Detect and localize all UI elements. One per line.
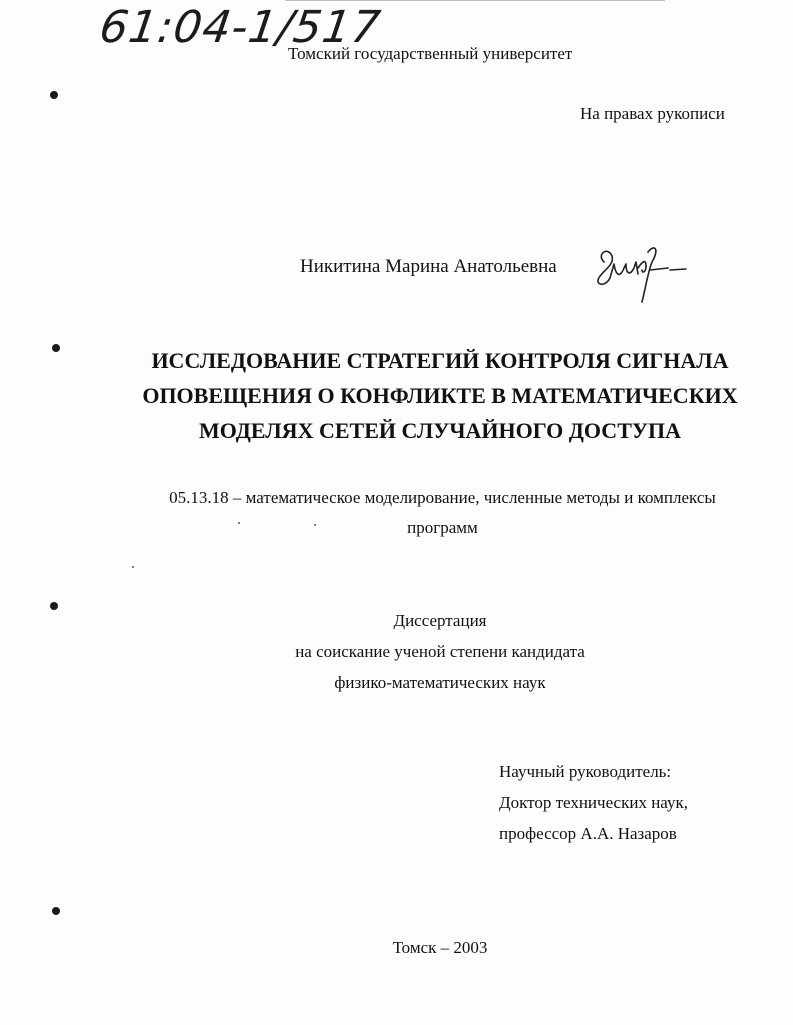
city-year: Томск – 2003 — [392, 938, 488, 957]
degree-purpose: на соискание ученой степени кандидата — [295, 642, 585, 661]
binding-hole-mark — [50, 602, 58, 610]
degree-field: физико-математических наук — [334, 673, 546, 692]
scan-speck — [238, 522, 240, 524]
supervisor-degree: Доктор технических наук, — [499, 793, 688, 812]
university-name: Томский государственный университет — [288, 44, 573, 63]
specialty-line: 05.13.18 – математическое моделирование, численные методы и комплексы — [169, 488, 716, 507]
binding-hole-mark — [52, 907, 60, 915]
degree-type: Диссертация — [393, 611, 487, 630]
author-signature — [590, 240, 690, 310]
author-name: Никитина Марина Анатольевна — [300, 256, 557, 277]
manuscript-note: На правах рукописи — [580, 104, 725, 123]
degree-block — [240, 605, 640, 698]
scan-speck — [314, 524, 316, 526]
title-line: МОДЕЛЯХ СЕТЕЙ СЛУЧАЙНОГО ДОСТУПА — [198, 418, 682, 443]
dissertation-title — [140, 343, 740, 448]
binding-hole-mark — [52, 344, 60, 352]
specialty-line: программ — [407, 518, 478, 537]
supervisor-label: Научный руководитель: — [499, 762, 672, 781]
specialty-code — [130, 483, 755, 543]
title-line: ИССЛЕДОВАНИЕ СТРАТЕГИЙ КОНТРОЛЯ СИГНАЛА — [151, 348, 729, 373]
supervisor-block — [499, 756, 688, 849]
title-line: ОПОВЕЩЕНИЯ О КОНФЛИКТЕ В МАТЕМАТИЧЕСКИХ — [142, 383, 738, 408]
binding-hole-mark — [50, 91, 58, 99]
supervisor-name: профессор А.А. Назаров — [499, 824, 677, 843]
handwritten-archive-number: 61:04-1/517 — [96, 2, 385, 53]
scan-speck — [132, 566, 134, 568]
top-scan-rule — [285, 0, 665, 1]
